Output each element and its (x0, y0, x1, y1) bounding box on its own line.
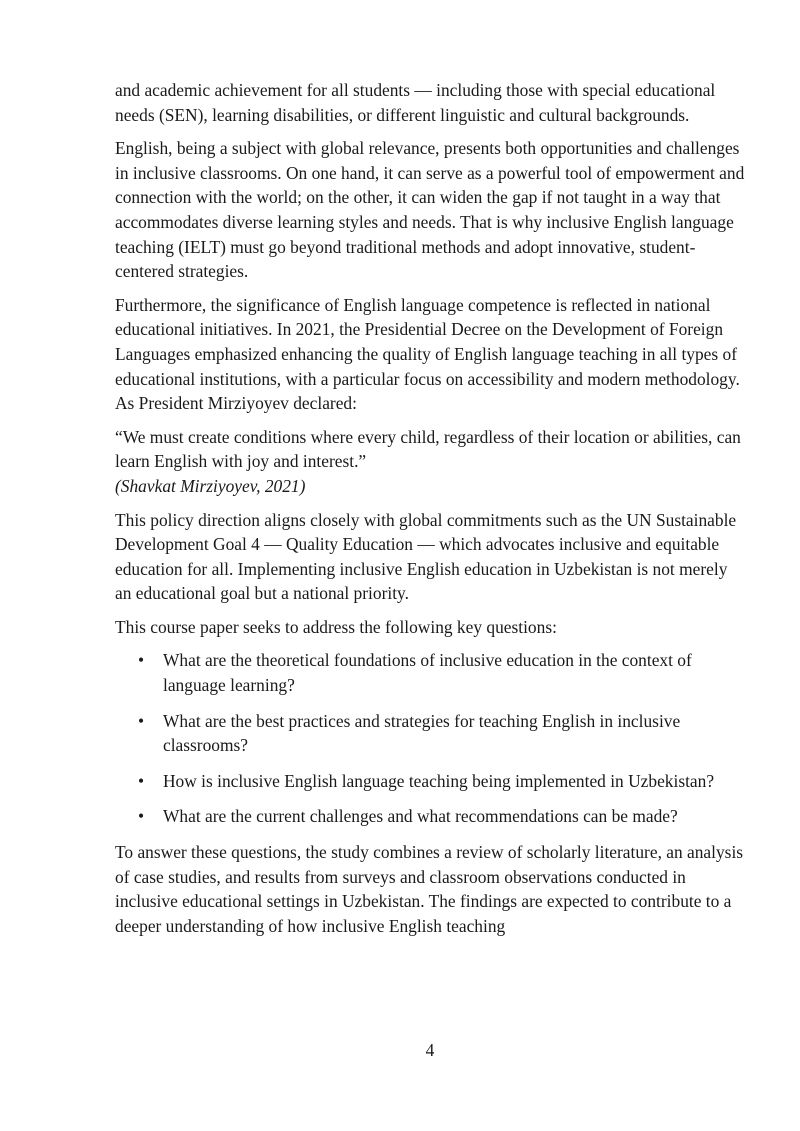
key-questions-list (115, 648, 745, 829)
presidential-quote (115, 425, 745, 499)
list-item (115, 769, 745, 794)
paragraph-key-questions-intro: This course paper seeks to address the following key questions: (115, 616, 557, 637)
bullet-icon: • (138, 770, 145, 791)
list-item (115, 804, 745, 829)
list-item-text: What are the best practices and strategies for teaching English in inclusive classrooms? (163, 710, 681, 756)
quote-text: “We must create conditions where every child, regardless of their location or abilities, can learn English with joy and interest.” (115, 426, 741, 472)
bullet-icon: • (138, 650, 145, 671)
list-item (115, 648, 745, 697)
paragraph-methodology: To answer these questions, the study combines a review of scholarly literature, an analysis of case studies, and results from surveys and classroom observations conducted in inclusive educational settings in Uzbekistan. The findings are expected to contribute to a deeper understanding of how inclusive English teaching (115, 842, 744, 936)
list-item-text: What are the current challenges and what recommendations can be made? (163, 806, 678, 827)
quote-citation: (Shavkat Mirziyoyev, 2021) (115, 475, 306, 496)
list-item-text: How is inclusive English language teaching being implemented in Uzbekistan? (163, 770, 715, 791)
paragraph-intro-continuation: and academic achievement for all students — including those with special educational needs (SEN), learning disabilities, or different linguistic and cultural backgrounds. (115, 80, 716, 125)
paragraph-national-initiatives: Furthermore, the significance of English language competence is reflected in national educational initiatives. In 2021, the Presidential Decree on the Development of Foreign Languages emphasized enhancing the quality of English language teaching in all types of educational institutions, with a particular focus on accessibility and modern methodology. As President Mirziyoyev declared: (115, 294, 740, 414)
bullet-icon: • (138, 710, 145, 731)
document-page (115, 78, 745, 947)
paragraph-english-relevance: English, being a subject with global relevance, presents both opportunities and challenges in inclusive classrooms. On one hand, it can serve as a powerful tool of empowerment and connection with the world; on the other, it can widen the gap if not taught in a way that accommodates diverse learning styles and needs. That is why inclusive English language teaching (IELT) must go beyond traditional methods and adopt innovative, student-centered strategies. (115, 138, 745, 282)
page-number: 4 (425, 1040, 435, 1060)
bullet-icon: • (138, 806, 145, 827)
list-item (115, 709, 745, 758)
paragraph-policy-direction: This policy direction aligns closely with global commitments such as the UN Sustainable Development Goal 4 — Quality Education — which advocates inclusive and equitable education for all. Implementing inclusive English education in Uzbekistan is not merely an educational goal but a national priority. (115, 509, 737, 604)
list-item-text: What are the theoretical foundations of inclusive education in the context of language learning? (163, 650, 692, 696)
